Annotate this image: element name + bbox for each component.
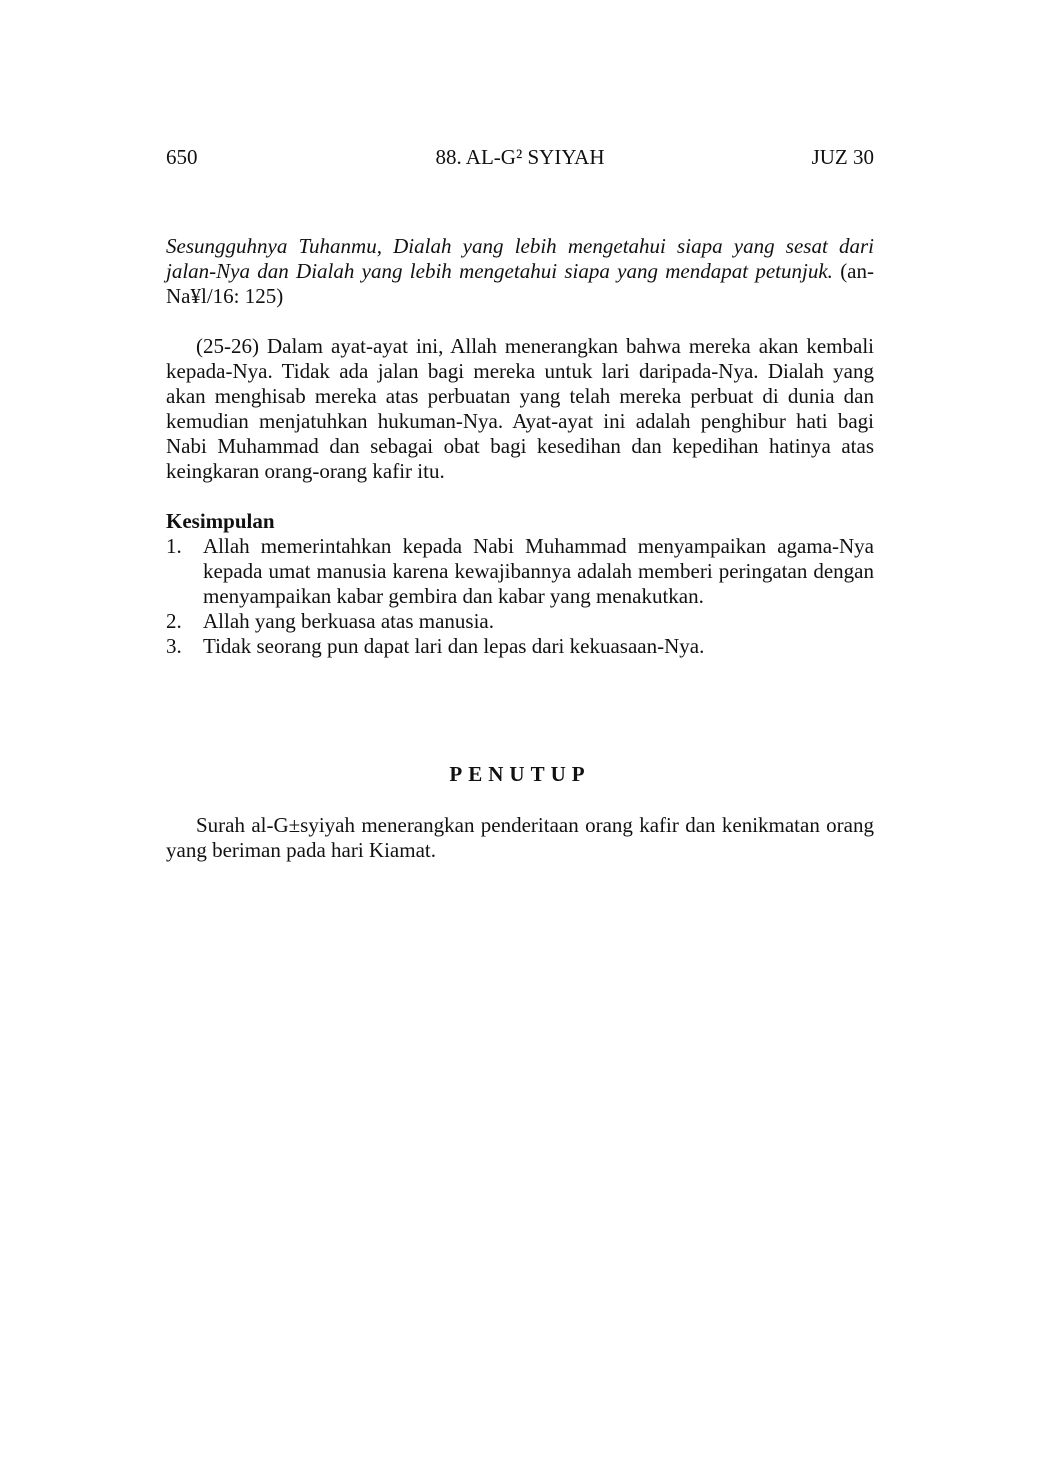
- quran-quote: [166, 234, 874, 309]
- quote-text: Sesungguhnya Tuhanmu, Dialah yang lebih mengetahui siapa yang sesat dari jalan-Nya dan Dialah yang lebih mengetahui siapa yang mendapat petunjuk.: [166, 234, 874, 283]
- chapter-title: 88. AL-G² SYIYAH: [435, 145, 605, 169]
- list-item-number: 2.: [166, 609, 182, 633]
- list-item-number: 1.: [166, 534, 182, 558]
- juz-label: JUZ 30: [811, 145, 874, 169]
- conclusion-heading: Kesimpulan: [166, 509, 275, 533]
- closing-paragraph: Surah al-G±syiyah menerangkan penderitaan orang kafir dan kenikmatan orang yang beriman pada hari Kiamat.: [166, 813, 874, 862]
- list-item: [166, 609, 874, 634]
- main-content: [166, 234, 874, 659]
- list-item: [166, 534, 874, 609]
- explanation-paragraph: (25-26) Dalam ayat-ayat ini, Allah menerangkan bahwa mereka akan kembali kepada-Nya. Tidak ada jalan bagi mereka untuk lari daripada-Nya. Dialah yang akan menghisab mereka atas perbuatan yang telah mereka perbuat di dunia dan kemudian menjatuhkan hukuman-Nya. Ayat-ayat ini adalah penghibur hati bagi Nabi Muhammad dan sebagai obat bagi kesedihan dan kepedihan hatinya atas keingkaran orang-orang kafir itu.: [166, 334, 874, 483]
- closing-title: PENUTUP: [449, 762, 591, 786]
- list-item-number: 3.: [166, 634, 182, 658]
- quote-reference: (an-Na¥l/16: 125): [166, 259, 874, 308]
- list-item-text: Allah memerintahkan kepada Nabi Muhammad menyampaikan agama-Nya kepada umat manusia karena kewajibannya adalah memberi peringatan dengan menyampaikan kabar gembira dan kabar yang menakutkan.: [203, 534, 874, 608]
- conclusion-list: [166, 534, 874, 659]
- page-header: [166, 145, 874, 173]
- page-number: 650: [166, 145, 198, 169]
- list-item-text: Tidak seorang pun dapat lari dan lepas dari kekuasaan-Nya.: [203, 634, 705, 658]
- list-item-text: Allah yang berkuasa atas manusia.: [203, 609, 494, 633]
- list-item: [166, 634, 874, 659]
